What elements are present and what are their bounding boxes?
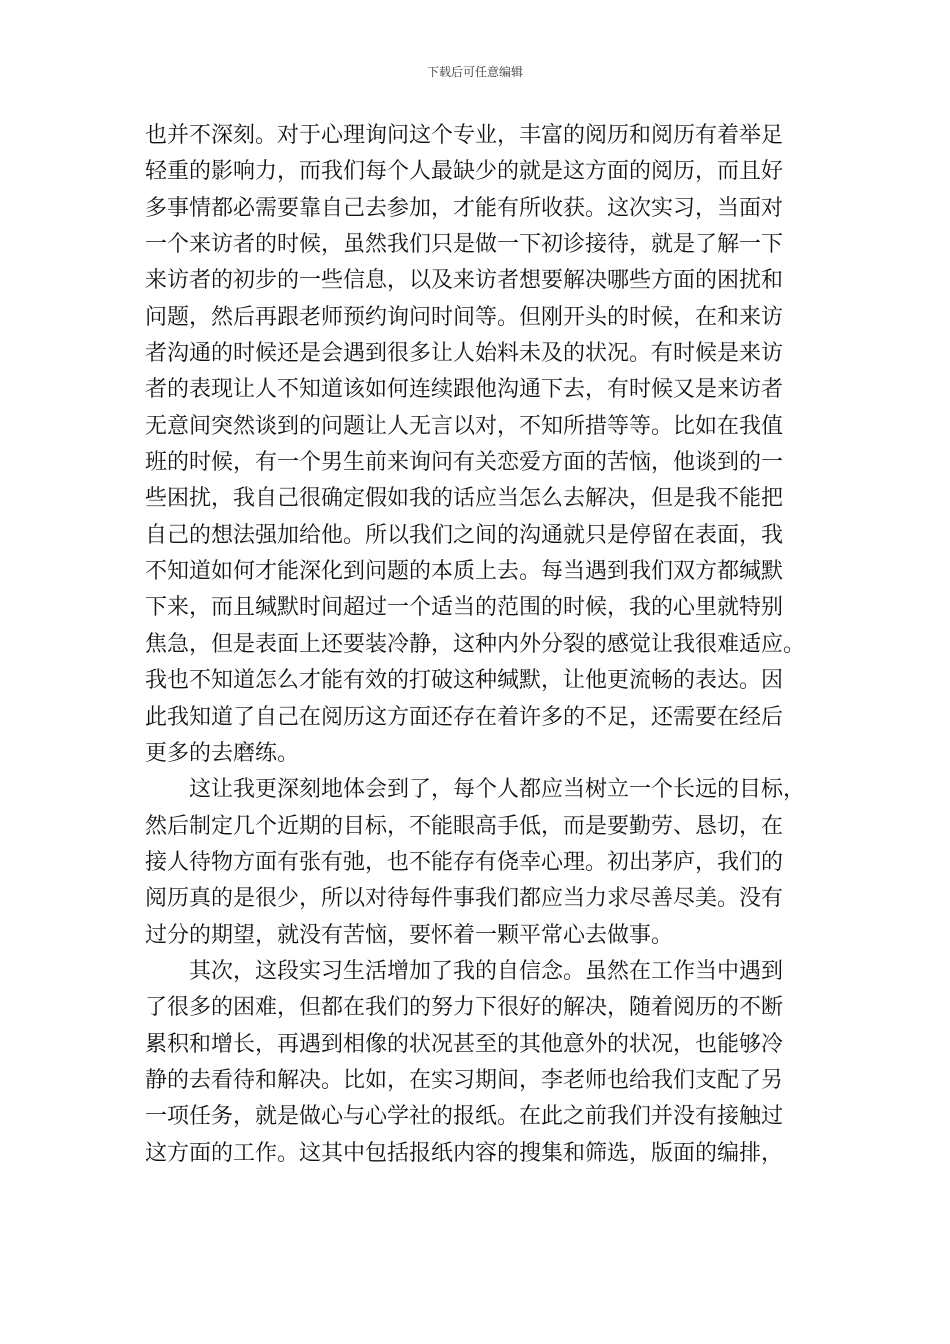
document-body <box>145 118 805 1172</box>
text-line: 一个来访者的时候，虽然我们只是做一下初诊接待，就是了解一下 <box>145 232 784 258</box>
text-line: 我也不知道怎么才能有效的打破这种缄默，让他更流畅的表达。因 <box>145 668 784 694</box>
text-line: 无意间突然谈到的问题让人无言以对，不知所措等等。比如在我值 <box>145 413 784 439</box>
text-line: 来访者的初步的一些信息，以及来访者想要解决哪些方面的困扰和 <box>145 268 784 294</box>
text-line: 下来，而且缄默时间超过一个适当的范围的时候，我的心里就特别 <box>145 595 784 621</box>
text-line: 也并不深刻。对于心理询问这个专业，丰富的阅历和阅历有着举足 <box>145 123 784 148</box>
text-line: 者的表现让人不知道该如何连续跟他沟通下去，有时候又是来访者 <box>145 377 784 403</box>
text-line: 接人待物方面有张有弛，也不能存有侥幸心理。初出茅庐，我们的 <box>145 849 784 875</box>
text-line: 累积和增长，再遇到相像的状况甚至的其他意外的状况，也能够冷 <box>145 1031 784 1057</box>
text-line: 这方面的工作。这其中包括报纸内容的搜集和筛选，版面的编排， <box>145 1140 784 1166</box>
text-line: 然后制定几个近期的目标，不能眼高手低，而是要勤劳、恳切，在 <box>145 813 784 839</box>
paragraph-start-line: 这让我更深刻地体会到了，每个人都应当树立一个长远的目标， <box>145 777 806 803</box>
text-line: 了很多的困难，但都在我们的努力下很好的解决，随着阅历的不断 <box>145 995 784 1021</box>
text-line: 过分的期望，就没有苦恼，要怀着一颗平常心去做事。 <box>145 922 674 948</box>
text-line: 问题，然后再跟老师预约询问时间等。但刚开头的时候，在和来访 <box>145 304 784 330</box>
text-line: 更多的去磨练。 <box>145 740 300 766</box>
text-line: 轻重的影响力，而我们每个人最缺少的就是这方面的阅历，而且好 <box>145 159 784 185</box>
text-line: 不知道如何才能深化到问题的本质上去。每当遇到我们双方都缄默 <box>145 559 784 585</box>
text-line: 静的去看待和解决。比如，在实习期间，李老师也给我们支配了另 <box>145 1067 784 1093</box>
text-line: 焦急，但是表面上还要装冷静，这种内外分裂的感觉让我很难适应。 <box>145 631 806 657</box>
text-line: 多事情都必需要靠自己去参加，才能有所收获。这次实习，当面对 <box>145 195 784 221</box>
text-line: 阅历真的是很少，所以对待每件事我们都应当力求尽善尽美。没有 <box>145 886 784 912</box>
text-line: 些困扰，我自己很确定假如我的话应当怎么去解决，但是我不能把 <box>145 486 784 512</box>
page-header: 下载后可任意编辑 <box>426 65 523 79</box>
text-line: 者沟通的时候还是会遇到很多让人始料未及的状况。有时候是来访 <box>145 341 784 367</box>
text-line: 班的时候，有一个男生前来询问有关恋爱方面的苦恼，他谈到的一 <box>145 450 784 476</box>
paragraph-start-line: 其次，这段实习生活增加了我的自信念。虽然在工作当中遇到 <box>145 958 784 984</box>
text-line: 自己的想法强加给他。所以我们之间的沟通就只是停留在表面，我 <box>145 522 784 548</box>
text-line: 此我知道了自己在阅历这方面还存在着许多的不足，还需要在经后 <box>145 704 784 730</box>
text-line: 一项任务，就是做心与心学社的报纸。在此之前我们并没有接触过 <box>145 1104 784 1130</box>
